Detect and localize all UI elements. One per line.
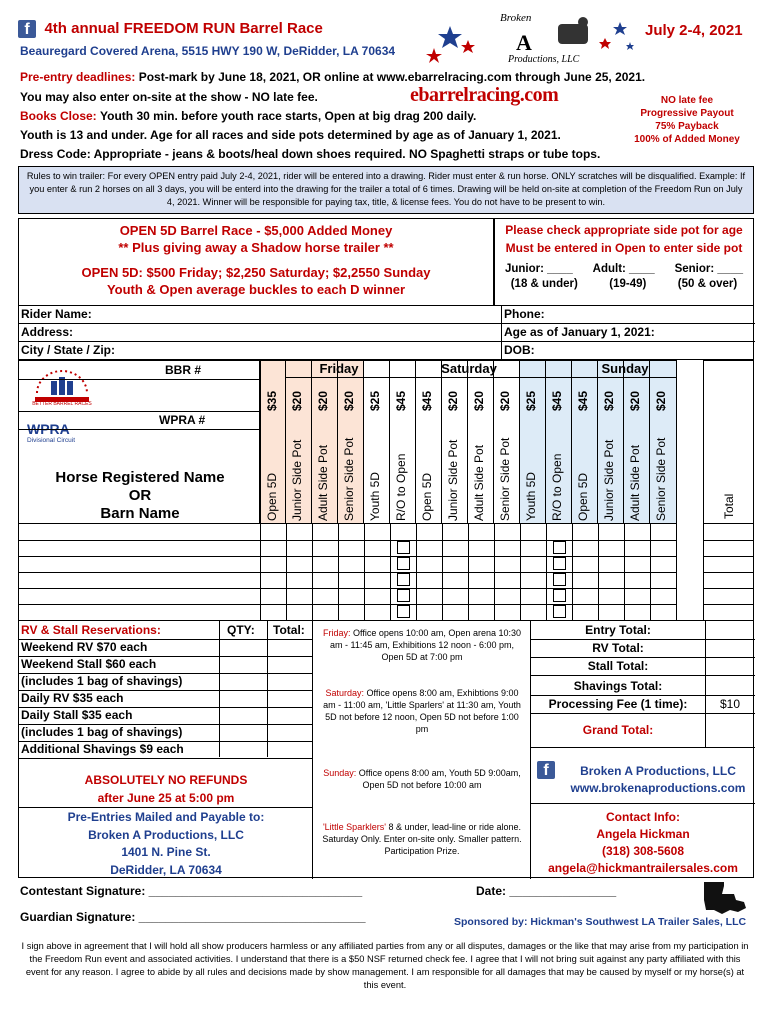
entry-cell[interactable] bbox=[442, 556, 469, 573]
event-price: $20 bbox=[602, 390, 616, 411]
logo-productions-text: Productions, LLC bbox=[508, 54, 580, 65]
event-column-8 bbox=[442, 360, 468, 524]
entry-cell[interactable] bbox=[364, 556, 391, 573]
entry-checkbox[interactable] bbox=[397, 589, 410, 602]
open5d-payout: OPEN 5D: $500 Friday; $2,250 Saturday; $2,2550 Sunday bbox=[81, 265, 431, 280]
broken-a-logo bbox=[420, 8, 640, 70]
preentry-label: Pre-entry deadlines: bbox=[20, 70, 136, 84]
event-price: $45 bbox=[550, 390, 564, 411]
entry-row bbox=[18, 540, 754, 556]
row-total-input[interactable] bbox=[703, 588, 754, 605]
entry-cell[interactable] bbox=[650, 572, 677, 589]
entry-cell[interactable] bbox=[468, 572, 495, 589]
entry-cell[interactable] bbox=[572, 588, 599, 605]
event-name: Adult Side Pot bbox=[472, 444, 486, 521]
entry-cell[interactable] bbox=[416, 572, 443, 589]
age-field[interactable]: Age as of January 1, 2021: bbox=[504, 325, 655, 339]
trailer-giveaway: ** Plus giving away a Shadow horse trailer ** bbox=[118, 240, 394, 255]
no-late-fee: NO late fee bbox=[660, 95, 714, 106]
logo-broken-text: Broken bbox=[500, 12, 532, 24]
entry-cell[interactable] bbox=[494, 524, 521, 541]
event-column-13 bbox=[572, 360, 598, 524]
entry-cell[interactable] bbox=[364, 524, 391, 541]
address-field[interactable]: Address: bbox=[21, 325, 74, 339]
contact-email[interactable]: angela@hickmantrailersales.com bbox=[548, 861, 738, 875]
entry-cell[interactable] bbox=[468, 524, 495, 541]
entry-cell[interactable] bbox=[390, 556, 417, 573]
junior-age-range: (18 & under) bbox=[510, 278, 578, 290]
sidepot-age-ranges bbox=[495, 278, 753, 290]
event-column-7 bbox=[416, 360, 442, 524]
event-column-6 bbox=[390, 360, 416, 524]
louisiana-state-icon bbox=[700, 880, 750, 916]
event-name: Senior Side Pot bbox=[498, 437, 512, 521]
entry-cell[interactable] bbox=[442, 588, 469, 605]
event-price: $20 bbox=[446, 390, 460, 411]
event-name: Junior Side Pot bbox=[446, 439, 460, 521]
event-name: Youth 5D bbox=[368, 472, 382, 521]
sidepot-age-row bbox=[495, 263, 753, 275]
louisiana-shape-icon bbox=[700, 880, 750, 916]
adult-sidepot-field[interactable]: Adult: ____ bbox=[592, 263, 655, 275]
barn-name-label: Barn Name bbox=[100, 505, 180, 522]
entry-cell[interactable] bbox=[338, 572, 365, 589]
entry-cell[interactable] bbox=[286, 588, 313, 605]
contact-phone: (318) 308-5608 bbox=[601, 844, 685, 858]
wpra-logo-text: WPRA bbox=[27, 421, 70, 437]
rv-total-label: Total: bbox=[273, 623, 305, 637]
average-buckles: Youth & Open average buckles to each D winner bbox=[106, 282, 406, 297]
contact-facebook-icon-wrap bbox=[537, 761, 555, 779]
entry-checkbox[interactable] bbox=[553, 589, 566, 602]
entry-cell[interactable] bbox=[390, 588, 417, 605]
mailing-address bbox=[19, 809, 313, 879]
entry-cell[interactable] bbox=[624, 540, 651, 557]
event-price: $20 bbox=[472, 390, 486, 411]
horse-or-label: OR bbox=[128, 487, 152, 504]
saturday-schedule-text: Office opens 8:00 am, Exhibtions 9:00 am - 11:00 am, 'Little Sparlers' at 11:30 am, Youth 5D not before 12 noon, Open 5D not before 1:00 pm bbox=[323, 688, 521, 734]
entry-cell[interactable] bbox=[260, 540, 287, 557]
event-column-9 bbox=[468, 360, 494, 524]
payback-percent: 75% Payback bbox=[655, 121, 719, 132]
event-column-12 bbox=[546, 360, 572, 524]
entry-grid bbox=[18, 360, 754, 620]
books-close-text: Youth 30 min. before youth race starts, Open at big drag 200 daily. bbox=[100, 109, 477, 123]
entry-cell[interactable] bbox=[572, 524, 599, 541]
event-name: Youth 5D bbox=[524, 472, 538, 521]
total-label-shavings: Shavings Total: bbox=[573, 679, 663, 693]
entry-cell[interactable] bbox=[312, 556, 339, 573]
event-column-1 bbox=[260, 360, 286, 524]
rv-stall-section bbox=[19, 621, 313, 879]
entry-cell[interactable] bbox=[442, 524, 469, 541]
entry-cell[interactable] bbox=[260, 524, 287, 541]
entry-cell[interactable] bbox=[624, 604, 651, 621]
saturday-schedule bbox=[319, 687, 525, 735]
entry-row bbox=[18, 556, 754, 572]
rider-info-section bbox=[18, 306, 754, 360]
entry-cell[interactable] bbox=[572, 604, 599, 621]
event-title: 4th annual FREEDOM RUN Barrel Race bbox=[44, 20, 323, 38]
preentry-text: Post-mark by June 18, 2021, OR online at www.ebarrelracing.com through June 25, 2021. bbox=[138, 70, 646, 84]
entry-cell[interactable] bbox=[390, 572, 417, 589]
entry-cell[interactable] bbox=[286, 604, 313, 621]
event-name: R/O to Open bbox=[550, 453, 564, 521]
saturday-schedule-label: Saturday: bbox=[325, 688, 365, 698]
sponsor-line: Sponsored by: Hickman's Southwest LA Trailer Sales, LLC bbox=[454, 916, 747, 928]
event-dates: July 2-4, 2021 bbox=[645, 22, 743, 39]
entry-cell[interactable] bbox=[468, 556, 495, 573]
event-column-15 bbox=[624, 360, 650, 524]
entry-row bbox=[18, 604, 754, 620]
row-total-input[interactable] bbox=[703, 556, 754, 573]
entry-cell[interactable] bbox=[468, 588, 495, 605]
dob-field[interactable]: DOB: bbox=[504, 343, 535, 357]
mail-city: DeRidder, LA 70634 bbox=[110, 862, 222, 877]
entry-cell[interactable] bbox=[312, 588, 339, 605]
entry-cell[interactable] bbox=[598, 524, 625, 541]
rv-item-label: Additional Shavings $9 each bbox=[21, 742, 184, 756]
facebook-icon[interactable]: f bbox=[18, 20, 36, 38]
rv-item-label: (includes 1 bag of shavings) bbox=[21, 674, 183, 688]
entry-cell[interactable] bbox=[468, 540, 495, 557]
event-price: $25 bbox=[524, 390, 538, 411]
event-price: $25 bbox=[368, 390, 382, 411]
entry-cell[interactable] bbox=[650, 540, 677, 557]
horse-name-input[interactable] bbox=[18, 556, 261, 573]
event-column-4 bbox=[338, 360, 364, 524]
entry-cell[interactable] bbox=[494, 556, 521, 573]
event-price: $20 bbox=[290, 390, 304, 411]
city-state-zip-field[interactable]: City / State / Zip: bbox=[21, 343, 116, 357]
wpra-logo bbox=[27, 421, 97, 451]
guardian-signature-field[interactable]: Guardian Signature: __________________________________ bbox=[20, 910, 366, 924]
bbr-number-label: BBR # bbox=[165, 363, 202, 377]
grand-total-label: Grand Total: bbox=[582, 723, 654, 737]
horse-name-input[interactable] bbox=[18, 588, 261, 605]
youth-age-line: Youth is 13 and under. Age for all races and side pots determined by age as of January 1, 2021. bbox=[20, 128, 561, 142]
entry-cell[interactable] bbox=[338, 556, 365, 573]
event-column-11 bbox=[520, 360, 546, 524]
sunday-schedule-text: Office opens 8:00 am, Youth 5D 9:00am, Open 5D not before 10:00 am bbox=[358, 768, 521, 790]
entry-cell[interactable] bbox=[390, 604, 417, 621]
entry-cell[interactable] bbox=[442, 604, 469, 621]
entry-cell[interactable] bbox=[416, 604, 443, 621]
sunday-schedule-label: Sunday: bbox=[323, 768, 357, 778]
entry-checkbox[interactable] bbox=[553, 605, 566, 618]
entry-cell[interactable] bbox=[416, 588, 443, 605]
phone-field[interactable]: Phone: bbox=[504, 307, 545, 321]
entry-cell[interactable] bbox=[312, 604, 339, 621]
entry-cell[interactable] bbox=[364, 604, 391, 621]
trailer-rules-box: Rules to win trailer: For every OPEN entry paid July 2-4, 2021, rider will be entered into a drawing. Rider must enter & run horse. ONLY scratches will be disqualified. Example: If you enter & run 2 horses on all 3 days, you will be enterd into the drawing for the trailer a total of 6 times. Drawing will be held on-site at completion of the Freedom Run on July 4, 2021. Winner will be responsible for paying tax, title, & license fees. You do not have to be present to win. bbox=[18, 166, 754, 214]
entry-cell[interactable] bbox=[312, 540, 339, 557]
entry-cell[interactable] bbox=[520, 588, 547, 605]
entry-row bbox=[18, 572, 754, 588]
open5d-title: OPEN 5D Barrel Race - $5,000 Added Money bbox=[119, 223, 393, 238]
horse-name-header bbox=[19, 469, 261, 523]
entry-cell[interactable] bbox=[364, 588, 391, 605]
event-name: Adult Side Pot bbox=[316, 444, 330, 521]
entry-cell[interactable] bbox=[390, 524, 417, 541]
entry-cell[interactable] bbox=[364, 572, 391, 589]
entry-cell[interactable] bbox=[546, 524, 573, 541]
entry-cell[interactable] bbox=[650, 604, 677, 621]
books-close-label: Books Close: bbox=[20, 109, 97, 123]
entry-cell[interactable] bbox=[416, 540, 443, 557]
total-label-stall: Stall Total: bbox=[587, 659, 649, 673]
dress-code-line: Dress Code: Appropriate - jeans & boots/heal down shoes required. NO Spaghetti straps or tube tops. bbox=[20, 147, 601, 161]
entry-cell[interactable] bbox=[416, 524, 443, 541]
open5d-info-box bbox=[18, 218, 494, 306]
facebook-icon[interactable]: f bbox=[537, 761, 555, 779]
senior-age-range: (50 & over) bbox=[677, 278, 738, 290]
day-sunday: Sunday bbox=[601, 361, 649, 376]
entry-cell[interactable] bbox=[338, 588, 365, 605]
mail-company: Broken A Productions, LLC bbox=[88, 827, 244, 842]
contestant-signature-field[interactable]: Contestant Signature: ________________________________ bbox=[20, 884, 363, 898]
entry-cell[interactable] bbox=[312, 572, 339, 589]
little-sparklers-info bbox=[319, 821, 525, 857]
event-price: $20 bbox=[498, 390, 512, 411]
event-price: $35 bbox=[265, 390, 279, 411]
event-name: Senior Side Pot bbox=[342, 437, 356, 521]
contact-info bbox=[531, 809, 755, 877]
friday-schedule-label: Friday: bbox=[323, 628, 351, 638]
event-name: Open 5D bbox=[420, 472, 434, 521]
entry-cell[interactable] bbox=[338, 524, 365, 541]
bbr-logo-text: BETTER BARREL RACES bbox=[32, 401, 92, 407]
little-sparklers-text: 8 & under, lead-line or ride alone. Saturday Only. Enter on-site only. Smaller pattern. Participation Prize. bbox=[322, 822, 522, 856]
entry-cell[interactable] bbox=[650, 556, 677, 573]
friday-schedule bbox=[319, 627, 525, 663]
horse-name-input[interactable] bbox=[18, 572, 261, 589]
entry-cell[interactable] bbox=[598, 588, 625, 605]
senior-sidepot-field[interactable]: Senior: ____ bbox=[674, 263, 743, 275]
event-name: Senior Side Pot bbox=[654, 437, 668, 521]
wpra-logo-sub: Divisional Circuit bbox=[27, 437, 76, 444]
entry-cell[interactable] bbox=[598, 540, 625, 557]
logo-a-letter: A bbox=[516, 30, 532, 55]
entry-cell[interactable] bbox=[520, 524, 547, 541]
junior-sidepot-field[interactable]: Junior: ____ bbox=[504, 263, 573, 275]
entry-cell[interactable] bbox=[624, 556, 651, 573]
total-column-header bbox=[703, 360, 754, 524]
entry-cell[interactable] bbox=[520, 540, 547, 557]
event-name: Open 5D bbox=[265, 472, 279, 521]
entry-cell[interactable] bbox=[572, 556, 599, 573]
event-column-10 bbox=[494, 360, 520, 524]
event-column-3 bbox=[312, 360, 338, 524]
entry-cell[interactable] bbox=[598, 604, 625, 621]
entry-cell[interactable] bbox=[260, 588, 287, 605]
rider-name-field[interactable]: Rider Name: bbox=[21, 307, 92, 321]
entry-cell[interactable] bbox=[260, 604, 287, 621]
ebarrelracing-logo: ebarrelracing.com bbox=[410, 84, 559, 106]
entry-cell[interactable] bbox=[624, 572, 651, 589]
entry-cell[interactable] bbox=[416, 556, 443, 573]
event-column-5 bbox=[364, 360, 390, 524]
entry-cell[interactable] bbox=[494, 572, 521, 589]
processing-fee-value: $10 bbox=[719, 697, 741, 711]
sunday-schedule bbox=[319, 767, 525, 791]
bbr-logo bbox=[27, 365, 97, 409]
adult-age-range: (19-49) bbox=[609, 278, 647, 290]
entry-cell[interactable] bbox=[546, 572, 573, 589]
rv-item-label: (includes 1 bag of shavings) bbox=[21, 725, 183, 739]
entry-cell[interactable] bbox=[520, 572, 547, 589]
progressive-payout: Progressive Payout bbox=[640, 108, 734, 119]
entry-cell[interactable] bbox=[390, 540, 417, 557]
no-refunds-line1: ABSOLUTELY NO REFUNDS bbox=[84, 773, 248, 787]
event-price: $45 bbox=[394, 390, 408, 411]
horse-name-input[interactable] bbox=[18, 604, 261, 621]
payout-info bbox=[612, 94, 762, 146]
entry-cell[interactable] bbox=[260, 572, 287, 589]
entry-checkbox[interactable] bbox=[397, 541, 410, 554]
qty-label: QTY: bbox=[227, 623, 255, 637]
entry-row bbox=[18, 588, 754, 604]
horse-registered-name-label: Horse Registered Name bbox=[55, 469, 225, 486]
entry-cell[interactable] bbox=[442, 540, 469, 557]
entry-cell[interactable] bbox=[494, 604, 521, 621]
bottom-section bbox=[18, 620, 754, 878]
contact-name: Angela Hickman bbox=[596, 827, 690, 841]
row-total-input[interactable] bbox=[703, 524, 754, 541]
mail-payable-title: Pre-Entries Mailed and Payable to: bbox=[67, 810, 265, 824]
row-total-input[interactable] bbox=[703, 572, 754, 589]
entry-cell[interactable] bbox=[624, 524, 651, 541]
entry-cell[interactable] bbox=[468, 604, 495, 621]
event-price: $20 bbox=[316, 390, 330, 411]
entry-row bbox=[18, 524, 754, 540]
books-close-line bbox=[20, 109, 476, 123]
entry-checkbox[interactable] bbox=[553, 541, 566, 554]
no-refunds-line2: after June 25 at 5:00 pm bbox=[97, 791, 235, 805]
total-label-entry: Entry Total: bbox=[585, 623, 651, 637]
horse-header-cell bbox=[18, 360, 260, 524]
entry-cell[interactable] bbox=[520, 604, 547, 621]
event-price: $20 bbox=[628, 390, 642, 411]
no-refunds-notice bbox=[19, 771, 313, 807]
entry-cell[interactable] bbox=[546, 604, 573, 621]
rv-stall-title: RV & Stall Reservations: bbox=[21, 623, 161, 637]
entry-cell[interactable] bbox=[494, 540, 521, 557]
total-label-rv: RV Total: bbox=[592, 641, 644, 655]
header-title-row bbox=[18, 20, 323, 38]
event-column-2 bbox=[286, 360, 312, 524]
rv-item-label: Daily RV $35 each bbox=[21, 691, 124, 705]
sidepot-requirement: Must be entered in Open to enter side pot bbox=[505, 241, 743, 255]
rv-item-label: Weekend Stall $60 each bbox=[21, 657, 157, 671]
entry-cell[interactable] bbox=[286, 524, 313, 541]
preentry-line bbox=[20, 70, 645, 84]
event-price: $20 bbox=[654, 390, 668, 411]
little-sparklers-label: 'Little Sparklers' bbox=[322, 822, 386, 832]
total-label-processing: Processing Fee (1 time): bbox=[548, 697, 688, 711]
entry-cell[interactable] bbox=[286, 572, 313, 589]
event-price: $45 bbox=[420, 390, 434, 411]
schedule-section bbox=[313, 621, 531, 879]
entry-cell[interactable] bbox=[312, 524, 339, 541]
entry-cell[interactable] bbox=[624, 588, 651, 605]
contact-title: Contact Info: bbox=[606, 810, 680, 824]
sidepot-info-box bbox=[494, 218, 754, 306]
event-name: Junior Side Pot bbox=[602, 439, 616, 521]
entry-cell[interactable] bbox=[572, 572, 599, 589]
entry-cell[interactable] bbox=[338, 604, 365, 621]
wpra-number-label: WPRA # bbox=[159, 413, 206, 427]
friday-schedule-text: Office opens 10:00 am, Open arena 10:30 am - 11:45 am, Exhibitions 12 noon - 6:00 pm, Open 5D at 7:00 pm bbox=[330, 628, 521, 662]
mail-street: 1401 N. Pine St. bbox=[121, 845, 211, 859]
row-total-input[interactable] bbox=[703, 540, 754, 557]
entry-checkbox[interactable] bbox=[397, 605, 410, 618]
entry-cell[interactable] bbox=[546, 588, 573, 605]
entry-checkbox[interactable] bbox=[553, 573, 566, 586]
company-info bbox=[561, 763, 755, 797]
added-money-percent: 100% of Added Money bbox=[634, 134, 740, 145]
entry-cell[interactable] bbox=[650, 588, 677, 605]
row-total-input[interactable] bbox=[703, 604, 754, 621]
entry-cell[interactable] bbox=[598, 556, 625, 573]
entry-cell[interactable] bbox=[520, 556, 547, 573]
company-website[interactable]: www.brokenaproductions.com bbox=[570, 781, 746, 795]
event-address: Beauregard Covered Arena, 5515 HWY 190 W, DeRidder, LA 70634 bbox=[20, 44, 396, 58]
entry-checkbox[interactable] bbox=[397, 557, 410, 570]
entry-cell[interactable] bbox=[494, 588, 521, 605]
total-header-label: Total bbox=[722, 493, 736, 519]
rv-item-label: Weekend RV $70 each bbox=[21, 640, 148, 654]
event-name: Junior Side Pot bbox=[290, 439, 304, 521]
entry-checkbox[interactable] bbox=[397, 573, 410, 586]
onsite-line: You may also enter on-site at the show - NO late fee. bbox=[20, 90, 318, 104]
company-name: Broken A Productions, LLC bbox=[580, 764, 736, 778]
entry-cell[interactable] bbox=[546, 556, 573, 573]
entry-cell[interactable] bbox=[286, 540, 313, 557]
event-price: $20 bbox=[342, 390, 356, 411]
event-column-14 bbox=[598, 360, 624, 524]
event-name: R/O to Open bbox=[394, 453, 408, 521]
entry-cell[interactable] bbox=[546, 540, 573, 557]
horse-name-input[interactable] bbox=[18, 540, 261, 557]
sidepot-instruction: Please check appropriate side pot for age bbox=[505, 223, 743, 237]
entry-cell[interactable] bbox=[442, 572, 469, 589]
event-name: Adult Side Pot bbox=[628, 444, 642, 521]
entry-cell[interactable] bbox=[364, 540, 391, 557]
entry-cell[interactable] bbox=[260, 556, 287, 573]
liability-agreement: I sign above in agreement that I will hold all show producers harmless or any affiliated parties from any or all disputes, damages or the like that may arise from my participation in the Freedom Run event and associated activities. I understand that there is a $50 NSF returned check fee. I agree that I will not bring suit against any party affiliated with this event for any reason. I agree to abide by all rules and decisions made by show management. I am responsible for all damages that may be caused by myself or my horse(s) at this event. bbox=[21, 941, 749, 990]
event-name: Open 5D bbox=[576, 472, 590, 521]
entry-cell[interactable] bbox=[338, 540, 365, 557]
totals-section bbox=[531, 621, 755, 879]
entry-cell[interactable] bbox=[572, 540, 599, 557]
entry-checkbox[interactable] bbox=[553, 557, 566, 570]
entry-cell[interactable] bbox=[650, 524, 677, 541]
day-saturday: Saturday bbox=[441, 361, 497, 376]
event-price: $45 bbox=[576, 390, 590, 411]
date-field[interactable]: Date: ________________ bbox=[476, 884, 617, 898]
event-column-16 bbox=[650, 360, 677, 524]
entry-cell[interactable] bbox=[286, 556, 313, 573]
horse-name-input[interactable] bbox=[18, 524, 261, 541]
day-friday: Friday bbox=[319, 361, 359, 376]
rv-item-label: Daily Stall $35 each bbox=[21, 708, 133, 722]
entry-cell[interactable] bbox=[598, 572, 625, 589]
